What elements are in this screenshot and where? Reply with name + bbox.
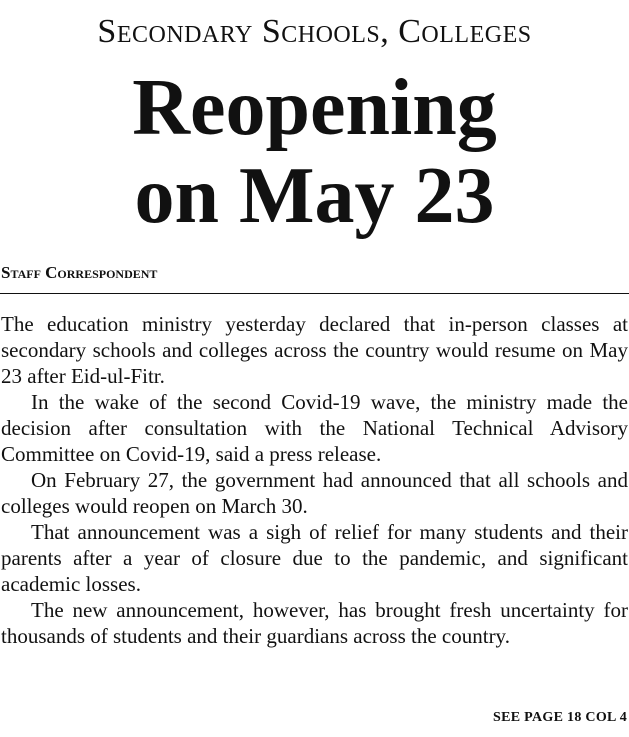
headline-line-2: on May 23: [134, 152, 495, 240]
continuation-jump-line: SEE PAGE 18 COL 4: [493, 710, 627, 725]
paragraph: The education ministry yesterday declared that in-person classes at secondary schools and colleges across the country would resume on May 23 after Eid-ul-Fitr.: [1, 312, 628, 388]
paragraph: On February 27, the government had announced that all schools and colleges would reopen on March 30.: [1, 468, 628, 518]
byline-divider: [0, 293, 629, 294]
paragraph: In the wake of the second Covid-19 wave, the ministry made the decision after consultation with the National Technical Advisory Committee on Covid-19, said a press release.: [1, 390, 628, 466]
kicker: Secondary Schools, Colleges: [97, 13, 532, 50]
headline: [0, 64, 629, 240]
headline-line-1: Reopening: [132, 64, 497, 152]
paragraph: The new announcement, however, has brought fresh uncertainty for thousands of students and their guardians across the country.: [1, 598, 628, 648]
article-body: [1, 311, 628, 649]
byline: Staff Correspondent: [1, 263, 158, 282]
paragraph: That announcement was a sigh of relief for many students and their parents after a year of closure due to the pandemic, and significant academic losses.: [1, 520, 628, 596]
